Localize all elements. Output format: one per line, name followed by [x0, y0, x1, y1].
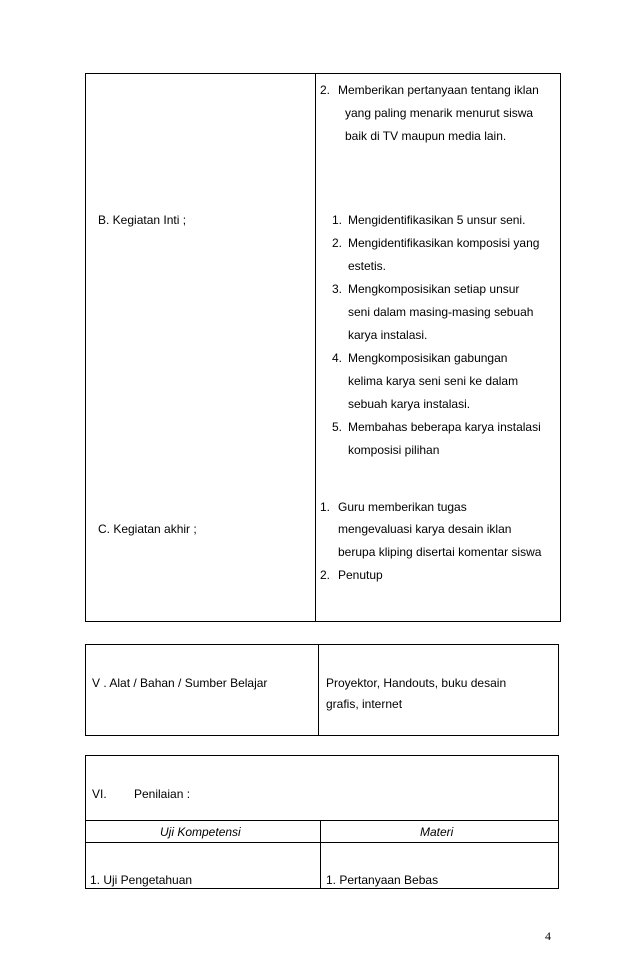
list-item-line: Mengkomposisikan gabungan: [348, 351, 508, 365]
list-item-line: seni dalam masing-masing sebuah: [348, 305, 534, 319]
activities-table: [85, 73, 561, 622]
assessment-table-divider: [320, 820, 321, 889]
list-item-line: kelima karya seni seni ke dalam: [348, 374, 519, 388]
activities-table-divider: [315, 73, 316, 622]
assessment-cell: 1. Uji Pengetahuan: [90, 873, 193, 887]
list-item-number: 2.: [332, 236, 343, 250]
list-item-number: 1.: [332, 213, 343, 227]
intro-item-line: baik di TV maupun media lain.: [345, 129, 507, 143]
kegiatan-inti-label: B. Kegiatan Inti ;: [98, 213, 187, 227]
resources-value-line: grafis, internet: [326, 697, 403, 711]
list-item-number: 3.: [332, 282, 343, 296]
assessment-row-line: [85, 842, 559, 843]
kegiatan-akhir-label: C. Kegiatan akhir ;: [98, 522, 197, 536]
list-item-line: komposisi pilihan: [348, 443, 440, 457]
list-item-line: sebuah karya instalasi.: [348, 397, 471, 411]
intro-item-line: Memberikan pertanyaan tentang iklan: [338, 83, 539, 97]
assessment-header-line: [85, 820, 559, 821]
list-item-line: Mengkomposisikan setiap unsur: [348, 282, 520, 296]
list-item-line: Membahas beberapa karya instalasi: [348, 420, 541, 434]
list-item-number: 5.: [332, 420, 343, 434]
list-item-line: Mengidentifikasikan 5 unsur seni.: [348, 213, 526, 227]
list-item-line: Penutup: [338, 568, 383, 582]
list-item-line: estetis.: [348, 259, 387, 273]
list-item-number: 4.: [332, 351, 343, 365]
list-item-number: 1.: [320, 500, 331, 514]
column-header-uji-kompetensi: Uji Kompetensi: [160, 825, 241, 839]
resources-label: V . Alat / Bahan / Sumber Belajar: [92, 676, 268, 690]
assessment-table: [85, 755, 559, 889]
list-item-number: 2.: [320, 568, 331, 582]
resources-table-divider: [318, 644, 319, 736]
list-item-line: Mengidentifikasikan komposisi yang: [348, 236, 540, 250]
intro-item-line: yang paling menarik menurut siswa: [345, 106, 534, 120]
page-number: 4: [545, 929, 551, 943]
resources-value-line: Proyektor, Handouts, buku desain: [326, 676, 507, 690]
assessment-section-label: Penilaian :: [134, 787, 191, 801]
list-item-line: berupa kliping disertai komentar siswa: [338, 545, 542, 559]
list-item-line: karya instalasi.: [348, 328, 428, 342]
assessment-cell: 1. Pertanyaan Bebas: [326, 873, 439, 887]
intro-item-number: 2.: [320, 83, 331, 97]
resources-table: [85, 644, 559, 736]
list-item-line: mengevaluasi karya desain iklan: [338, 522, 512, 536]
assessment-section-number: VI.: [92, 787, 107, 801]
column-header-materi: Materi: [420, 825, 454, 839]
list-item-line: Guru memberikan tugas: [338, 500, 467, 514]
